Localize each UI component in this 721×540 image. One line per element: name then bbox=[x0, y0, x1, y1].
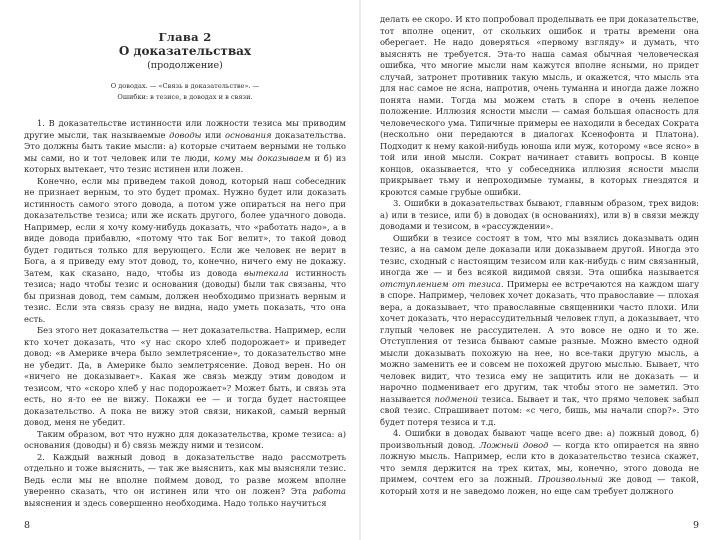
paragraph-text: 1. В доказательстве истинности или ложности тезиса мы приводим другие мысли, так называемые bbox=[24, 118, 346, 140]
epigraph-line: О доводах. — «Связь в доказательстве». — bbox=[110, 82, 260, 90]
body-text bbox=[380, 14, 699, 497]
emphasis-text: подменой bbox=[434, 393, 478, 404]
emphasis-text: кому мы доказываем bbox=[214, 152, 311, 163]
emphasis-text: доводы bbox=[169, 129, 202, 140]
paragraph-text: Без этого нет доказательства — нет доказательства. Например, если кто хочет доказать, что «у нас скоро хлеб подорожает» и приведет довод: «в Америке вчера было землетрясение», то доказательство мне не убедит. Да, в Америке было землетрясение. Довод верен. Но он «ничего не доказывает». Какая же связь между этим доводом и тезисом, что «скоро хлеб у нас подорожает»? Может быть, и связь эта есть, но я-то ее не вижу. Покажи ее — и тогда будет настоящее доказательство. А пока не вижу этой связи, никакой, самый верный довод, меня не убедит. bbox=[24, 325, 346, 427]
paragraph-text: делать ее скоро. И кто попробовал проделывать ее при доказательстве, тот вполне оценит, от скольких ошибок и траты времени она оберегает. Не надо доверяться «первому взгляду» и думать, что выяснять не требуется. Эта-то наша самая обычная человеческая ошибка, что многие мысли нам кажутся вполне ясными, но придет случай, затронет противник такую мысль, и окажется, что мысль эта для нас самое не ясна, напротив, очень туманна и иногда даже ложно понята нами. Тогда мы можем стать в споре в очень нелепое положение. Иллюзия ясности мысли — самая большая опасность для человеческого ума. Типичные примеры ее находили в беседах Сократа (нескольно они передаются в диалогах Ксенофонта и Платона). Подходит к нему какой-нибудь юноша или муж, которому «все ясно» в той или иной мысли. Сократ начинает ставить вопросы. В конце концов, оказывается, что у собеседника иллюзия ясности мысли прикрывает тьму и непроходимые туманы, в которых гнездятся и кроются самые грубые ошибки. bbox=[380, 14, 699, 197]
paragraph-text: 4. Ошибки в доводах бывают чаще всего две: а) ложный довод, б) произвольный довод. bbox=[380, 428, 699, 450]
paragraph-text: Конечно, если мы приведем такой довод, который наш собеседник не признает верным, то это будет промах. Нужно будет или доказать истинность самого этого довода, а потом уже опираться на него при доказательстве тезиса; или же искать другого, более удачного довода. Например, если я хочу кому-нибудь доказать, что «работать надо», а в виде довода прибавлю, «потому что так Бог велит», то такой довод будет годиться только для верующего. Если же человек не верит в Бога, а я приведу ему этот довод, то, конечно, ничего ему не докажу. Затем, как сказано, надо, чтобы из довода bbox=[24, 175, 346, 278]
paragraph-text: или bbox=[201, 129, 226, 140]
emphasis-text: работа bbox=[312, 486, 346, 496]
paragraph-text: выяснения и здесь совершенно необходима. Надо только научиться bbox=[24, 497, 327, 508]
paragraph bbox=[24, 325, 346, 429]
paragraph-text: же довод — такой, который хотя и не заведомо ложен, но еще сам требует должного bbox=[380, 474, 699, 496]
paragraph bbox=[380, 14, 699, 198]
paragraph-text: — когда кто опирается на явно ложную мысль. Например, если кто в доказательство тезиса скажет, что земля держится на трех китах, мы, конечно, этого довода не примем, сочтем его за ложный. bbox=[380, 439, 699, 484]
emphasis-text: основания bbox=[225, 129, 272, 140]
paragraph-text: . Примеры ее встречаются на каждом шагу в споре. Например, человек хочет доказать, что православие — плохая вера, а доказывает, что православные священники часто плохи. Или хочет доказать, что нерассудительный человек глуп, а доказывает, что глупый человек не рассудителен. А это вовсе не одно и то же. Отступления от тезиса бывают самые разные. Можно вместо одной мысли доказывать похожую на нее, но все-таки другую мысль, а можно заменить ее и совсем не похожей другою мыслью. Бывает, что человек видит, что тезиса ему не защитить или не доказать — и нарочно подменивает его другим, так чтобы этого не заметил. Это называется bbox=[380, 278, 699, 404]
page-number: 8 bbox=[24, 520, 31, 531]
epigraph-line: Ошибки: в тезисе, в доводах и в связи. bbox=[117, 93, 253, 101]
paragraph-text: и б) из которых вытекает, что тезис истинен или ложен. bbox=[24, 152, 346, 174]
paragraph-text: тезиса. Бывает и так, что прямо человек забыл свой тезис. Спрашивает потом: «с чего, бишь, мы начали спор?». Это будет потеря тезиса и т.д. bbox=[380, 393, 699, 427]
left-page bbox=[0, 0, 360, 540]
paragraph-text: 3. Ошибки в доказательствах бывают, главным образом, трех видов: а) или в тезисе, или б) в доводах (в основаниях), или в) в связи между доводами и тезисом, в «рассуждении». bbox=[380, 198, 699, 231]
paragraph bbox=[24, 429, 346, 452]
right-page bbox=[361, 0, 721, 540]
emphasis-text: вытекала bbox=[244, 267, 289, 278]
paragraph-text: доказательства. Это должны быть такие мысли: а) которые считаем верными не только мы сами, но и тот человек или те люди, bbox=[24, 129, 346, 163]
paragraph bbox=[24, 176, 346, 326]
paragraph bbox=[380, 233, 699, 429]
page-number: 9 bbox=[692, 520, 699, 531]
emphasis-text: Произвольный bbox=[538, 474, 603, 484]
emphasis-text: Ложный довод bbox=[479, 439, 549, 450]
paragraph bbox=[380, 198, 699, 233]
chapter-continuation: (продолжение) bbox=[147, 60, 223, 71]
body-text bbox=[24, 118, 346, 509]
paragraph-text: Ошибки в тезисе состоят в том, что мы взялись доказывать один тезис, а на самом деле доказали или доказываем другой. Иногда это тезис, сходный с настоящим тезисом или как-нибудь с ним связанный, иногда же — и без всякой видимой связи. Эта ошибка называется bbox=[380, 232, 699, 277]
paragraph-text: Таким образом, вот что нужно для доказательства, кроме тезиса: а) основания (доводы) и б) связь между ними и тезисом. bbox=[24, 428, 346, 450]
chapter-epigraph bbox=[24, 81, 346, 103]
paragraph bbox=[380, 428, 699, 497]
emphasis-text: отступлением от тезиса bbox=[380, 278, 501, 289]
paragraph-text: 2. Каждый важный довод в доказательстве надо рассмотреть отдельно и тоже выяснить, — так же выяснить, как мы выясняли тезис. Ведь если мы не вполне поймем довод, то разве можем вполне уверенно сказать, что он истинен или что он ложен? Эта bbox=[24, 451, 346, 496]
chapter-subtitle: О доказательствах bbox=[118, 44, 252, 58]
paragraph bbox=[24, 118, 346, 176]
chapter-title: Глава 2 bbox=[158, 30, 212, 44]
paragraph-text: истинность тезиса; надо чтобы тезис и основания (доводы) были так связаны, что бы признав довод, тем самым, должен необходимо признать верным и тезис. Если эта связь сразу не видна, надо уметь показать, что она есть. bbox=[24, 267, 346, 324]
paragraph bbox=[24, 452, 346, 510]
